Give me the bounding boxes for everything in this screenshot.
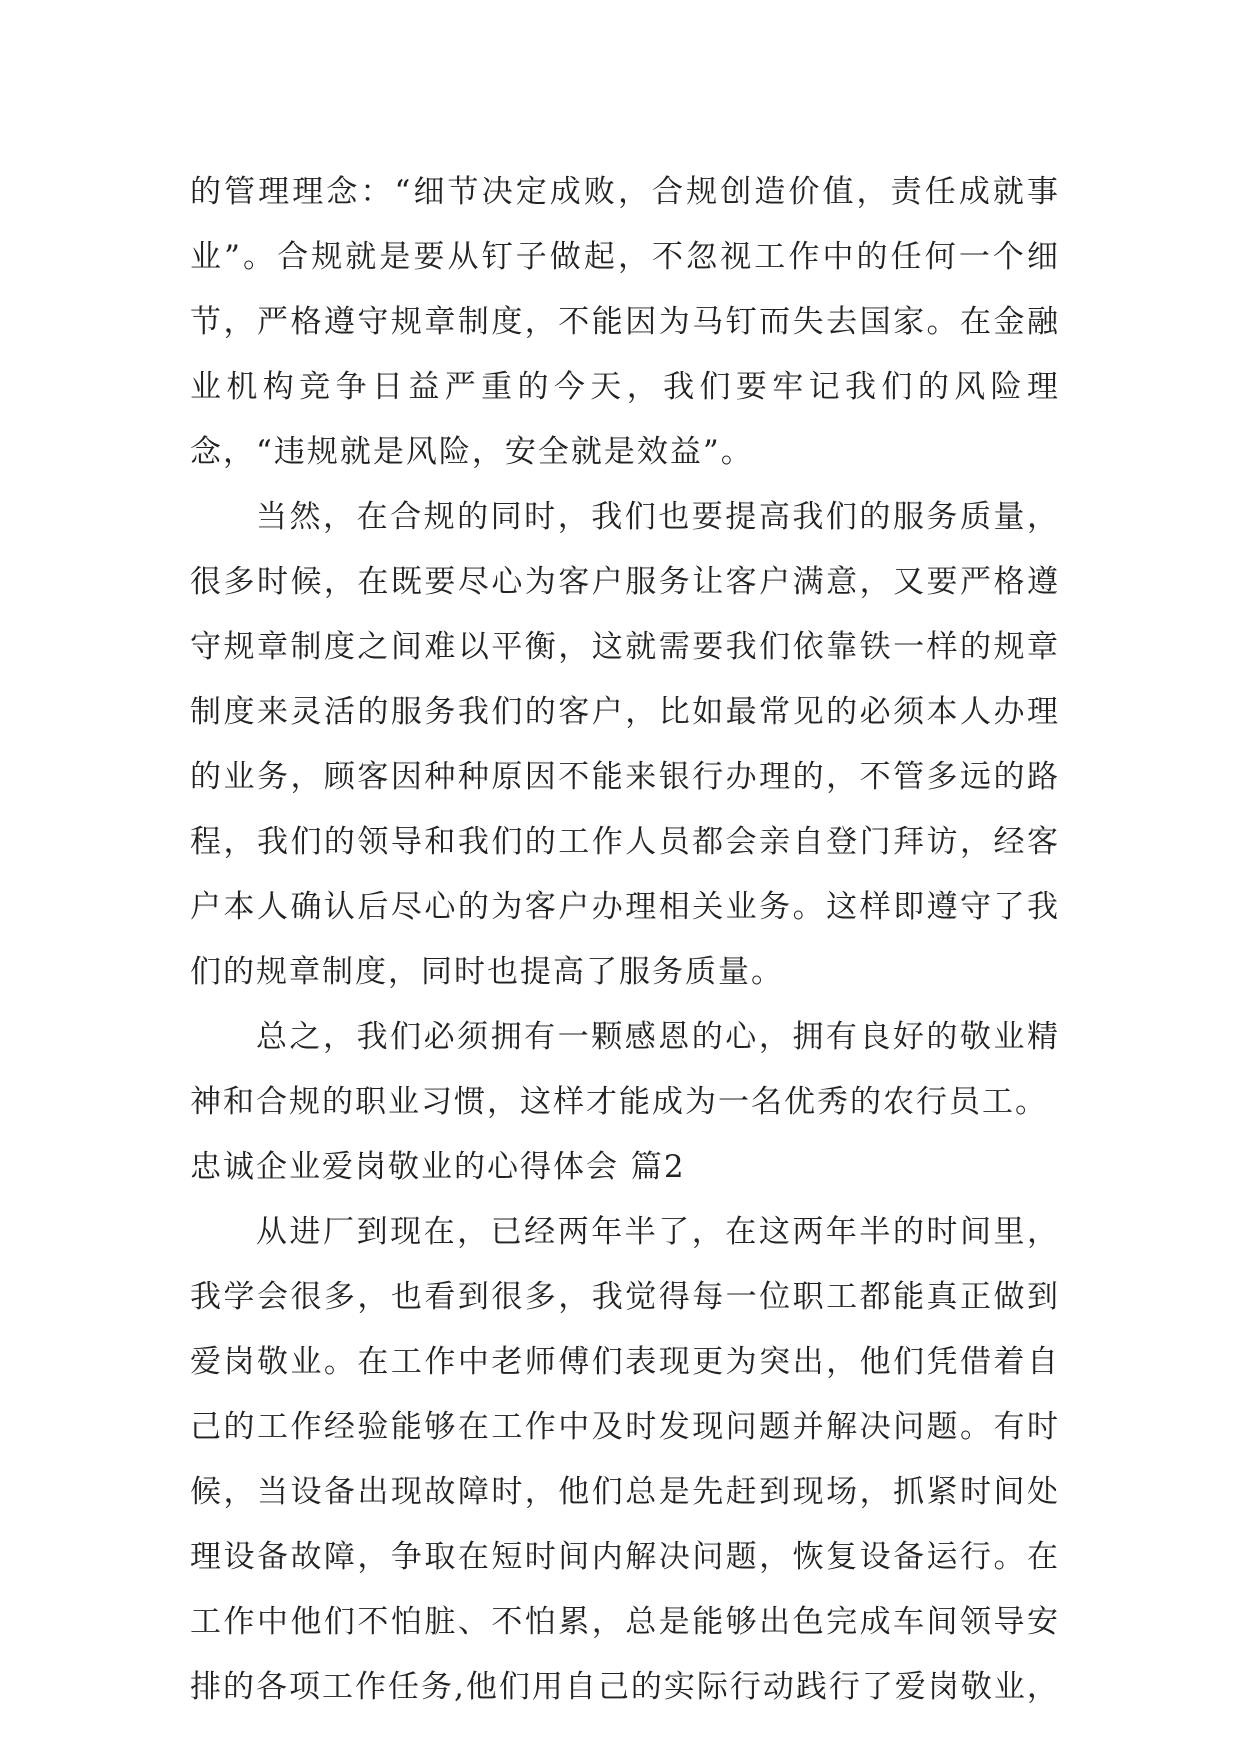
paragraph-continuation: 的管理理念：“细节决定成败，合规创造价值，责任成就事业”。合规就是要从钉子做起，不忽视工作中的任何一个细节，严格遵守规章制度，不能因为马钉而失去国家。在金融业机构竞争日益严重的今天，我们要牢记我们的风险理念，“违规就是风险，安全就是效益”。 — [190, 174, 1060, 470]
paragraph-service-quality: 当然，在合规的同时，我们也要提高我们的服务质量，很多时候，在既要尽心为客户服务让客户满意，又要严格遵守规章制度之间难以平衡，这就需要我们依靠铁一样的规章制度来灵活的服务我们的客户，比如最常见的必须本人办理的业务，顾客因种种原因不能来银行办理的，不管多远的路程，我们的领导和我们的工作人员都会亲自登门拜访，经客户本人确认后尽心的为客户办理相关业务。这样即遵守了我们的规章制度，同时也提高了服务质量。 — [190, 499, 1060, 990]
paragraph-factory-experience: 从进厂到现在，已经两年半了，在这两年半的时间里，我学会很多，也看到很多，我觉得每一位职工都能真正做到爱岗敬业。在工作中老师傅们表现更为突出，他们凭借着自己的工作经验能够在工作中及时发现问题并解决问题。有时候，当设备出现故障时，他们总是先赶到现场，抓紧时间处理设备故障，争取在短时间内解决问题，恢复设备运行。在工作中他们不怕脏、不怕累，总是能够出色完成车间领导安排的各项工作任务,他们用自己的实际行动践行了爱岗敬业， — [190, 1214, 1060, 1705]
paragraph-conclusion: 总之，我们必须拥有一颗感恩的心，拥有良好的敬业精神和合规的职业习惯，这样才能成为一名优秀的农行员工。 — [190, 1019, 1060, 1120]
document-body — [190, 160, 1060, 1720]
section-heading: 忠诚企业爱岗敬业的心得体会 篇2 — [190, 1149, 686, 1185]
